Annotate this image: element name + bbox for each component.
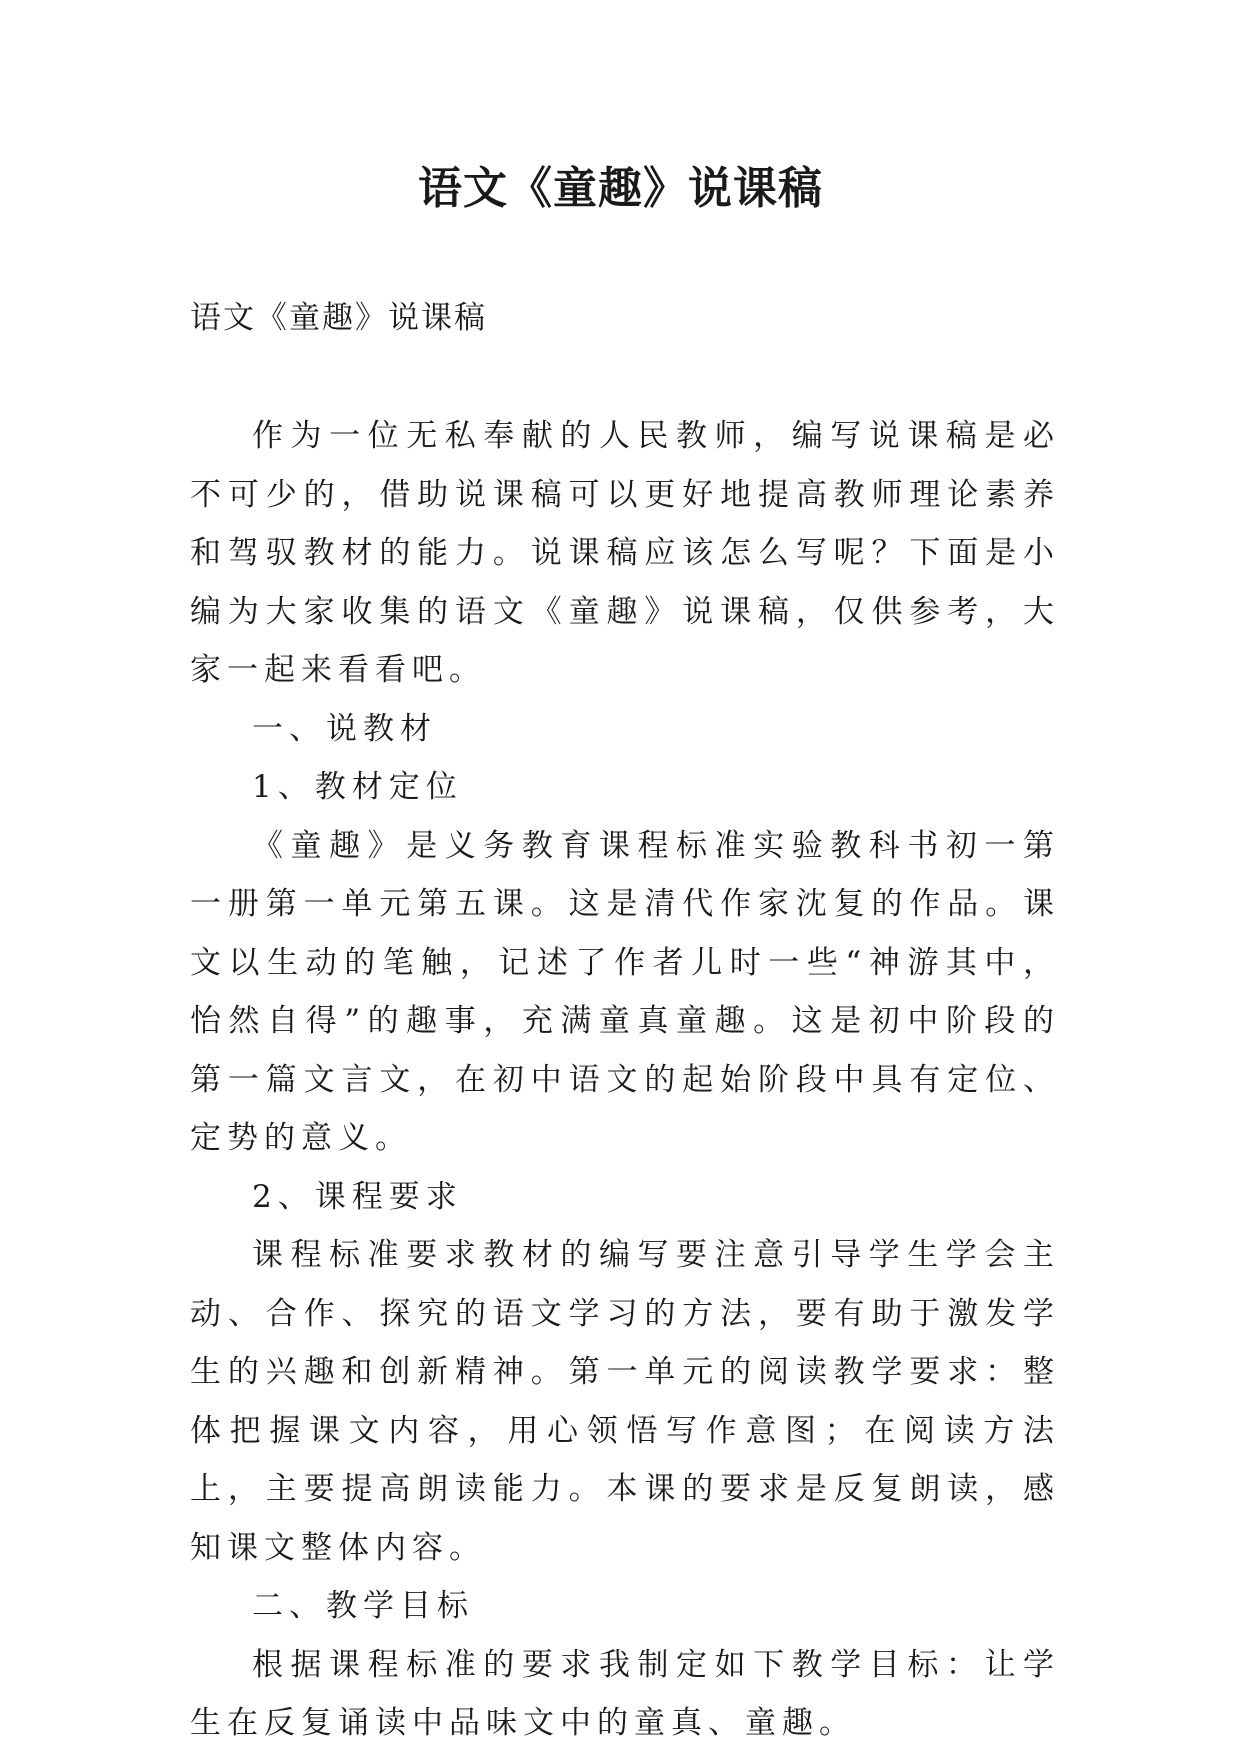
- subheading-positioning: 1、教材定位: [252, 769, 463, 805]
- intro-paragraph: 作为一位无私奉献的人民教师，编写说课稿是必不可少的，借助说课稿可以更好地提高教师理论素养和驾驭教材的能力。说课稿应该怎么写呢？下面是小编为大家收集的语文《童趣》说课稿，仅供参考，大家一起来看看吧。: [190, 418, 1060, 688]
- document-subtitle: 语文《童趣》说课稿: [190, 300, 487, 336]
- paragraph-objectives: 根据课程标准的要求我制定如下教学目标：让学生在反复诵读中品味文中的童真、童趣。: [190, 1646, 1060, 1741]
- paragraph-requirements: 课程标准要求教材的编写要注意引导学生学会主动、合作、探究的语文学习的方法，要有助于激发学生的兴趣和创新精神。第一单元的阅读教学要求：整体把握课文内容，用心领悟写作意图；在阅读方法上，主要提高朗读能力。本课的要求是反复朗读，感知课文整体内容。: [190, 1237, 1060, 1566]
- paragraph-positioning: 《童趣》是义务教育课程标准实验教科书初一第一册第一单元第五课。这是清代作家沈复的作品。课文以生动的笔触，记述了作者儿时一些“神游其中，怡然自得”的趣事，充满童真童趣。这是初中阶段的第一篇文言文，在初中语文的起始阶段中具有定位、定势的意义。: [190, 827, 1060, 1156]
- document-title: 语文《童趣》说课稿: [418, 163, 823, 214]
- section-heading-objectives: 二、教学目标: [252, 1588, 474, 1624]
- subheading-requirements: 2、课程要求: [252, 1178, 463, 1215]
- document-body: [190, 407, 1060, 1753]
- section-heading-textbook: 一、说教材: [252, 710, 437, 747]
